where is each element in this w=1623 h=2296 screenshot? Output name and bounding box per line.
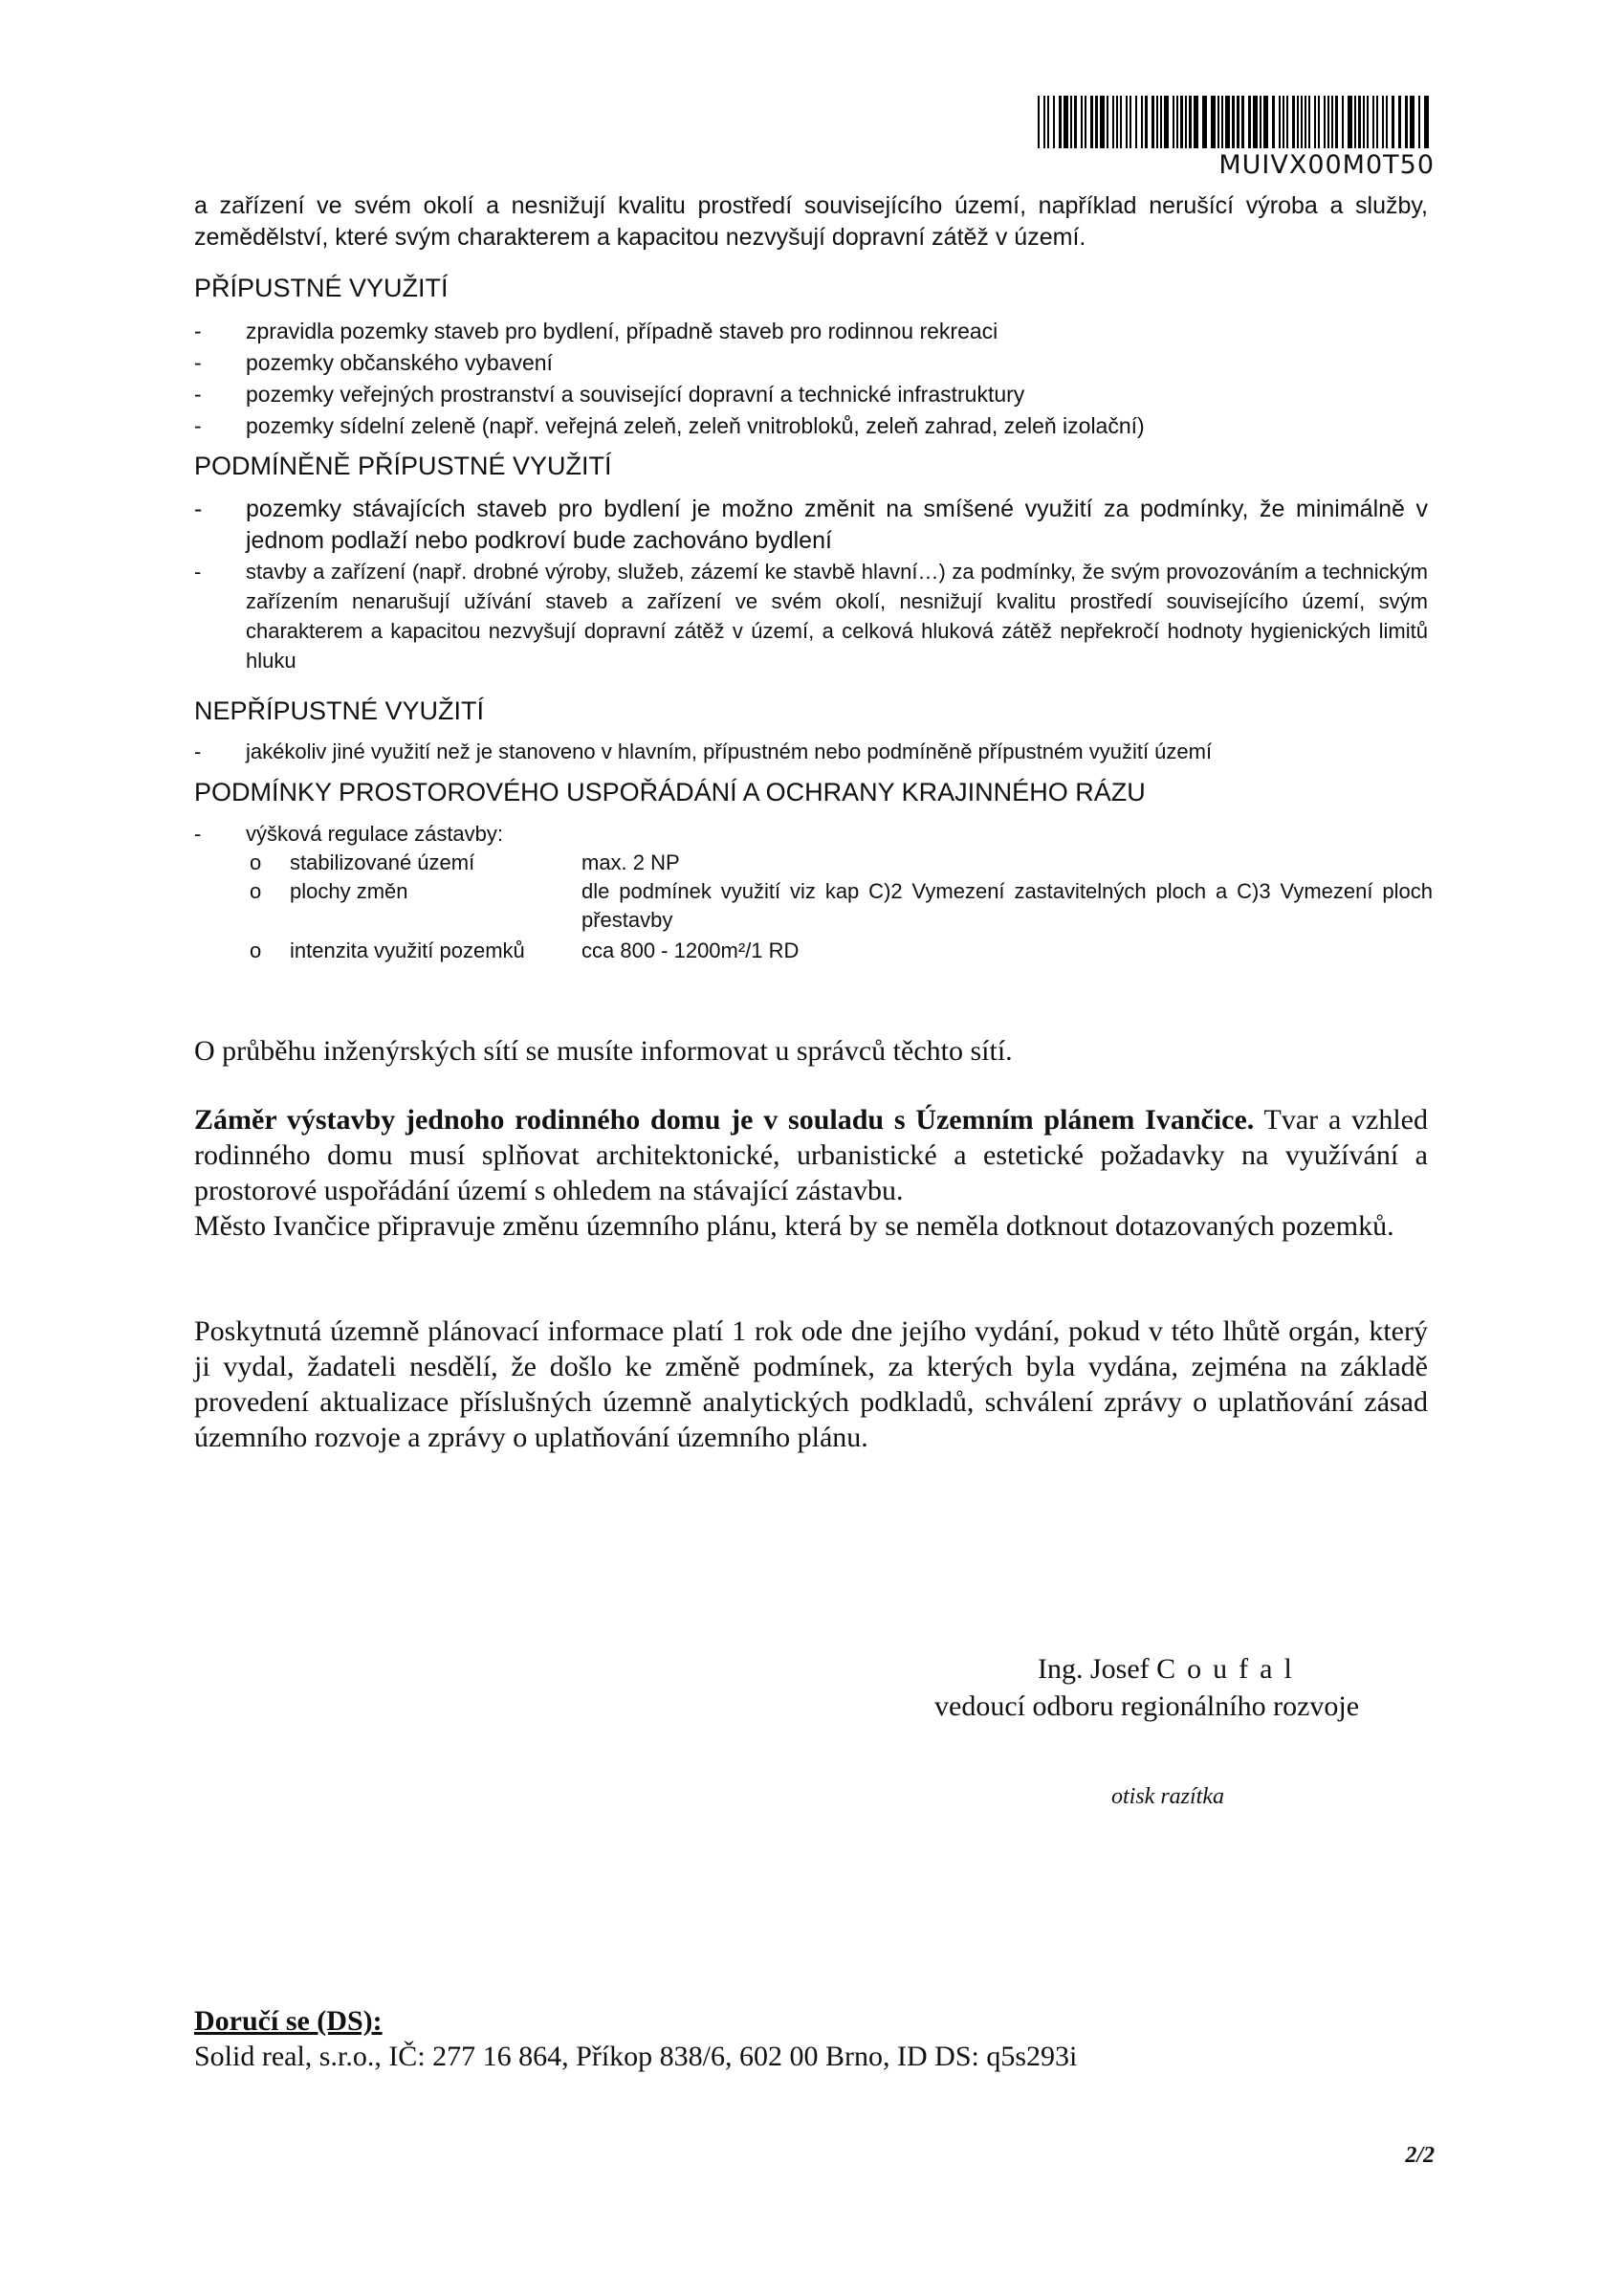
paragraph-site-networks: O průběhu inženýrských sítí se musíte informovat u správců těchto sítí. bbox=[194, 1035, 1013, 1067]
signatory-name: Ing. Josef Coufal bbox=[1038, 1653, 1304, 1685]
list-item: - pozemky sídelní zeleně (např. veřejná zeleň, zeleň vnitrobloků, zeleň zahrad, zeleň izolační) bbox=[194, 413, 1145, 438]
heading-pripustne: PŘÍPUSTNÉ VYUŽITÍ bbox=[194, 274, 449, 302]
compliance-statement: Záměr výstavby jednoho rodinného domu je v souladu s Územním plánem Ivančice. bbox=[194, 1104, 1255, 1136]
list-item: - pozemky veřejných prostranství a související dopravní a technické infrastruktury bbox=[194, 382, 1025, 407]
list-item: - pozemky stávajících staveb pro bydlení je možno změnit na smíšené využití za podmínky, že minimálně v jednom podlaží nebo podkroví bude zachováno bydlení bbox=[194, 496, 1428, 554]
list-podminene bbox=[194, 494, 1428, 675]
intro-paragraph: a zařízení ve svém okolí a nesnižují kvalitu prostředí souvisejícího území, například nerušící výroba a služby, zemědělství, které svým charakterem a kapacitou nezvyšují dopravní zátěž v území. bbox=[194, 192, 1428, 251]
list-nepripustne bbox=[194, 737, 1428, 766]
delivery-heading: Doručí se (DS): bbox=[194, 2005, 383, 2037]
barcode-text: MUIVX00M0T50 bbox=[1218, 150, 1435, 180]
list-item: - stavby a zařízení (např. drobné výroby, služeb, zázemí ke stavbě hlavní…) za podmínky, že svým provozováním a technickým zařízením nenarušují užívání staveb a zařízení ve svém okolí, nesnižují kvalitu prostředí souvisejícího území, svým charakterem a kapacitou nezvyšují dopravní zátěž v území, a celková hluková zátěž nepřekročí hodnoty hygienických limitů hluku bbox=[194, 560, 1428, 673]
heading-podminky: PODMÍNKY PROSTOROVÉHO USPOŘÁDÁNÍ A OCHRANY KRAJINNÉHO RÁZU bbox=[194, 778, 1146, 806]
list-pripustne bbox=[194, 316, 1428, 442]
regulation-row: o stabilizované území max. 2 NP bbox=[250, 850, 680, 874]
heading-nepripustne: NEPŘÍPUSTNÉ VYUŽITÍ bbox=[194, 696, 485, 725]
regulation-table bbox=[194, 820, 1433, 965]
list-item: - zpravidla pozemky staveb pro bydlení, případně staveb pro rodinnou rekreaci bbox=[194, 319, 998, 343]
regulation-row: o plochy změn dle podmínek využití viz kap C)2 Vymezení zastavitelných ploch a C)3 Vymezení ploch přestavby bbox=[250, 879, 1433, 932]
heading-podminene: PODMÍNĚNĚ PŘÍPUSTNÉ VYUŽITÍ bbox=[194, 452, 612, 480]
list-item: - jakékoliv jiné využití než je stanoveno v hlavním, přípustném nebo podmíněně přípustném využití území bbox=[194, 740, 1213, 763]
page-number: 2/2 bbox=[1405, 2143, 1435, 2168]
signatory-role: vedoucí odboru regionálního rozvoje bbox=[934, 1690, 1360, 1722]
list-item: - pozemky občanského vybavení bbox=[194, 350, 553, 375]
delivery-recipient: Solid real, s.r.o., IČ: 277 16 864, Příkop 838/6, 602 00 Brno, ID DS: q5s293i bbox=[194, 2041, 1078, 2072]
barcode bbox=[1038, 96, 1430, 148]
paragraph-plan-change: Město Ivančice připravuje změnu územního plánu, která by se neměla dotknout dotazovaných pozemků. bbox=[194, 1210, 1394, 1242]
stamp-placeholder: otisk razítka bbox=[1111, 1784, 1224, 1809]
regulation-lead: - výšková regulace zástavby: bbox=[194, 822, 504, 846]
paragraph-validity: Poskytnutá územně plánovací informace platí 1 rok ode dne jejího vydání, pokud v této lhůtě orgán, který ji vydal, žadateli nesdělí, že došlo ke změně podmínek, za kterých byla vydána, zejména na základě provedení aktualizace příslušných územně analytických podkladů, schválení zprávy o uplatňování zásad územního rozvoje a zprávy o uplatňování územního plánu. bbox=[194, 1315, 1428, 1453]
paragraph-compliance: Záměr výstavby jednoho rodinného domu je v souladu s Územním plánem Ivančice. Tvar a vzhled rodinného domu musí splňovat architektonické, urbanistické a estetické požadavky na využívání a prostorové uspořádání území s ohledem na stávající zástavbu. bbox=[194, 1104, 1428, 1206]
regulation-row: o intenzita využití pozemků cca 800 - 1200m²/1 RD bbox=[250, 938, 800, 962]
